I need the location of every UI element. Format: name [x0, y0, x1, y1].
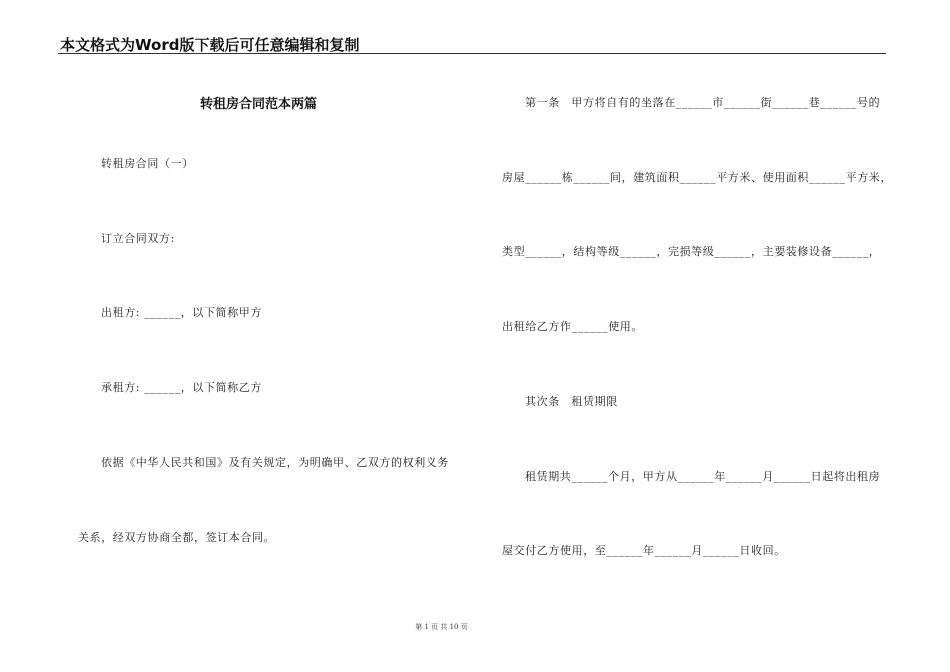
preamble-line-1: 依据《中华人民共和国》及有关规定，为明确甲、乙双方的权利义务	[101, 456, 449, 469]
article-2-line-2: 屋交付乙方使用，至______年______月______日收回。	[502, 544, 786, 557]
article-2-line-1: 租赁期共______个月，甲方从______年______月______日起将出租房	[525, 470, 881, 483]
article-2-heading: 其次条 租赁期限	[525, 395, 618, 408]
page-number: 第 1 页 共 10 页	[415, 623, 468, 631]
article-1-line-3: 类型______，结构等级______，完损等级______，主要装修设备______，	[502, 245, 881, 258]
article-1-line-2: 房屋______栋______间，建筑面积______平方米、使用面积______平方米，	[502, 171, 892, 184]
header-divider	[58, 53, 886, 54]
contract-heading: 转租房合同（一）	[101, 157, 194, 170]
lessor-line: 出租方: ______，以下简称甲方	[101, 306, 263, 319]
parties-label: 订立合同双方:	[101, 232, 175, 245]
preamble-line-2: 关系，经双方协商全都，签订本合同。	[78, 531, 276, 544]
article-1-line-4: 出租给乙方作______使用。	[502, 320, 643, 333]
article-1-line-1: 第一条 甲方将自有的坐落在______市______街______巷______号的	[525, 96, 881, 109]
lessee-line: 承租方: ______，以下简称乙方	[101, 381, 263, 394]
download-banner: 本文格式为Word版下载后可任意编辑和复制	[60, 36, 360, 54]
document-title: 转租房合同范本两篇	[200, 97, 318, 112]
